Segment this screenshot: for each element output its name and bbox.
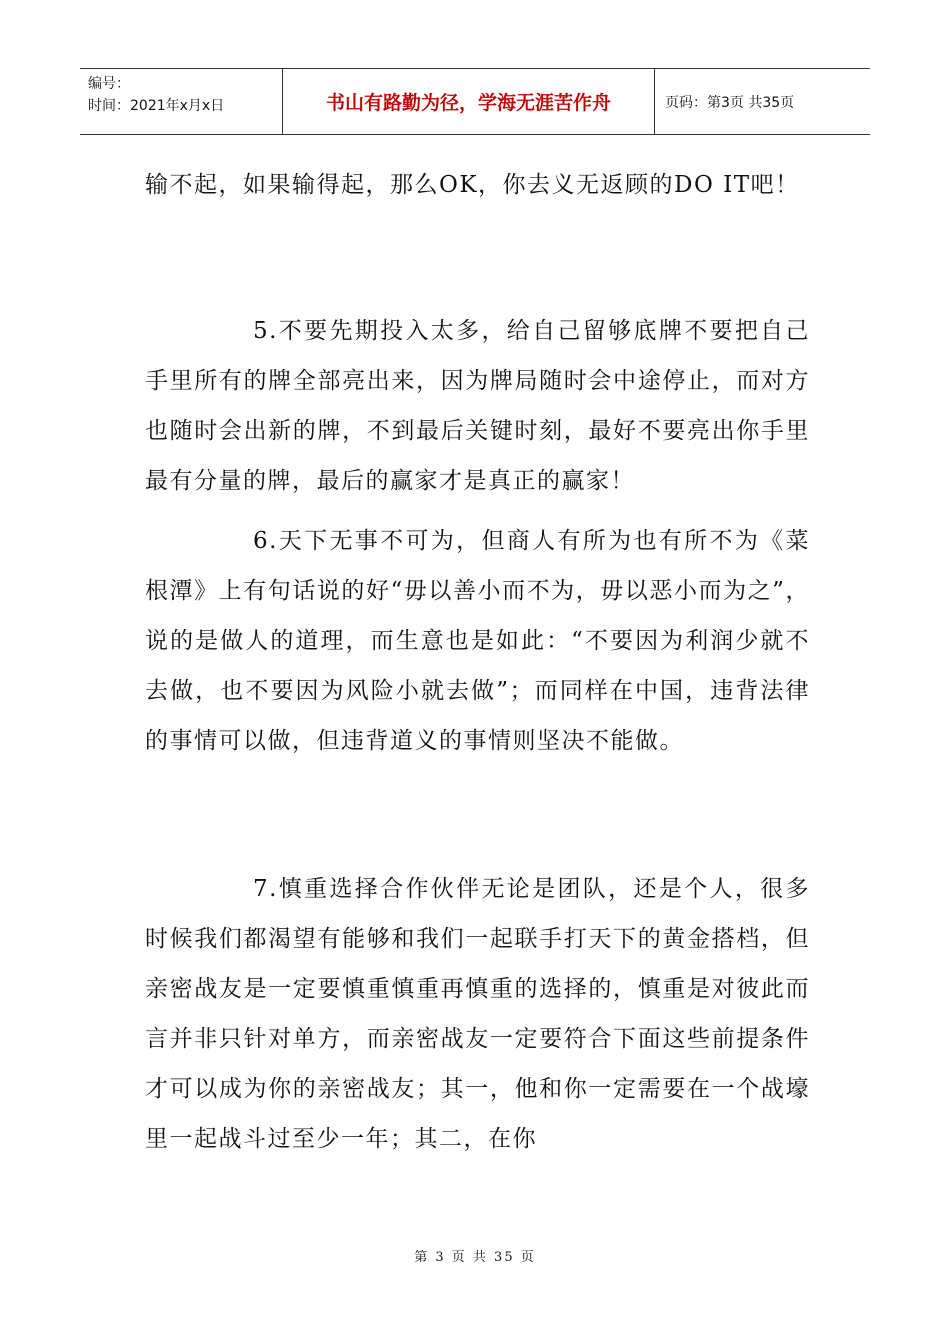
page-header	[80, 68, 870, 135]
paragraph-point-6: 6.天下无事不可为，但商人有所为也有所不为《菜根潭》上有句话说的好“毋以善小而不为，毋以恶小而为之”，说的是做人的道理，而生意也是如此：“不要因为利润少就不去做，也不要因为风险小就去做”；而同样在中国，违背法律的事情可以做，但违背道义的事情则坚决不能做。	[145, 528, 810, 754]
paragraph-point-5: 5.不要先期投入太多，给自己留够底牌不要把自己手里所有的牌全部亮出来，因为牌局随时会中途停止，而对方也随时会出新的牌，不到最后关键时刻，最好不要亮出你手里最有分量的牌，最后的赢家才是真正的赢家！	[145, 318, 810, 494]
document-body	[145, 160, 810, 1164]
header-page-code: 页码：第3页 共35页	[665, 94, 795, 111]
header-motto: 书山有路勤为径，学海无涯苦作舟	[282, 69, 655, 134]
page-footer: 第 3 页 共 35 页	[414, 1250, 536, 1265]
document-number-label: 编号：	[88, 76, 130, 92]
paragraph-continuation: 输不起，如果输得起，那么OK，你去义无返顾的DO IT吧！	[145, 172, 800, 198]
paragraph-point-7: 7.慎重选择合作伙伴无论是团队，还是个人，很多时候我们都渴望有能够和我们一起联手打天下的黄金搭档，但亲密战友是一定要慎重慎重再慎重的选择的，慎重是对彼此而言并非只针对单方，而亲密战友一定要符合下面这些前提条件才可以成为你的亲密战友；其一，他和你一定需要在一个战壕里一起战斗过至少一年；其二，在你	[145, 876, 810, 1152]
document-time-label: 时间：2021年x月x日	[88, 98, 225, 114]
header-meta	[80, 69, 282, 134]
